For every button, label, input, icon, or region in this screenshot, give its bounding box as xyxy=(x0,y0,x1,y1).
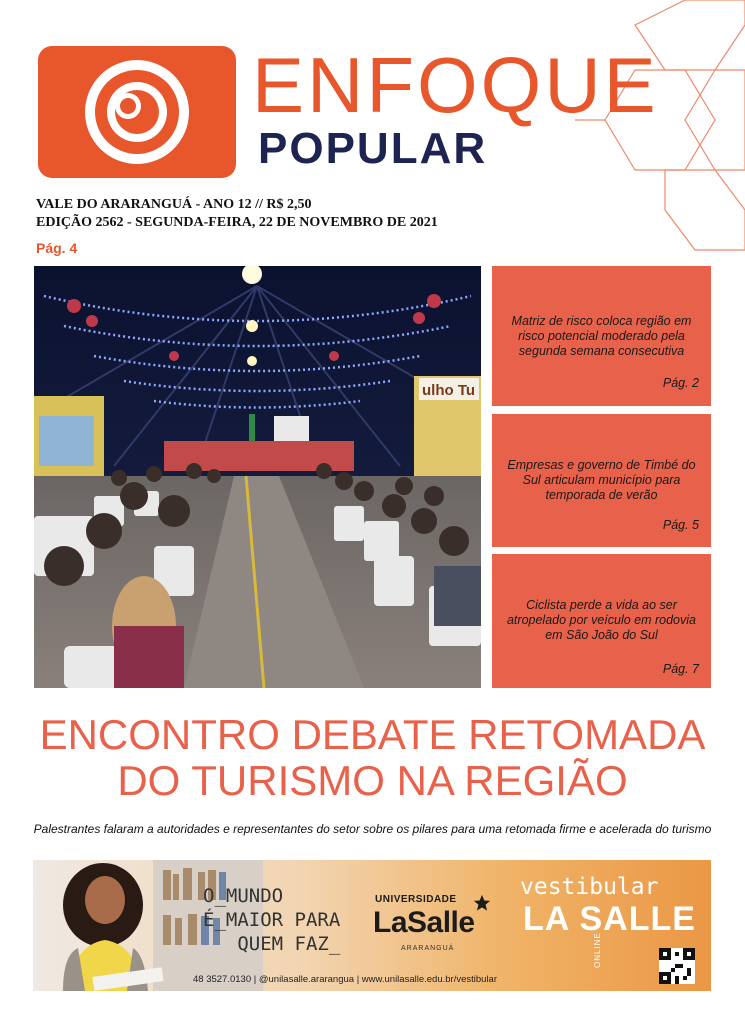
teaser-headline: Ciclista perde a vida ao ser atropelado por veículo em rodovia em São João do Sul xyxy=(506,598,696,642)
ad-slogan xyxy=(203,884,340,956)
headline-line-1[interactable]: ENCONTRO DEBATE RETOMADA xyxy=(39,711,706,758)
teaser-page-ref[interactable]: Pág. 7 xyxy=(662,662,699,676)
qr-code-icon[interactable] xyxy=(659,948,695,984)
brand-name: ENFOQUE xyxy=(252,41,659,129)
teaser-card[interactable] xyxy=(492,554,711,688)
ad-university-label: UNIVERSIDADE xyxy=(375,894,457,905)
brand-subname: POPULAR xyxy=(258,124,488,173)
teaser-card[interactable] xyxy=(492,414,711,547)
lasalle-ad-banner[interactable] xyxy=(33,860,711,991)
ad-university-name: LaSalle xyxy=(373,906,475,939)
teaser-card[interactable] xyxy=(492,266,711,406)
logo xyxy=(38,46,236,178)
ad-slogan-line: É_MAIOR PARA xyxy=(203,909,341,931)
storefront-sign: ulho Tu xyxy=(422,382,476,399)
masthead-edition-line: VALE DO ARARANGUÁ - ANO 12 // R$ 2,50 xyxy=(36,197,312,212)
teaser-headline: Matriz de risco coloca região em risco potencial moderado pela segunda semana consecutiva xyxy=(511,314,692,358)
ad-vestibular-label: vestibular xyxy=(520,874,659,900)
ad-online-label: ONLINE xyxy=(593,932,602,968)
teaser-headline: Empresas e governo de Timbé do Sul articulam município para temporada de verão xyxy=(507,458,696,502)
teaser-page-ref[interactable]: Pág. 2 xyxy=(662,376,699,390)
star-icon xyxy=(473,894,491,912)
masthead xyxy=(36,196,438,232)
ad-university-campus: ARARANGUÁ xyxy=(401,945,455,952)
cover-page-reference[interactable]: Pág. 4 xyxy=(36,240,78,256)
ad-slogan-line: O_MUNDO xyxy=(203,885,284,907)
headline-line-2[interactable]: DO TURISMO NA REGIÃO xyxy=(117,757,628,804)
ad-lasalle-label: LA SALLE xyxy=(523,900,696,938)
eye-logo-icon xyxy=(38,46,236,178)
masthead-date-line: EDIÇÃO 2562 - SEGUNDA-FEIRA, 22 DE NOVEMBRO DE 2021 xyxy=(36,215,438,230)
headline-subhead: Palestrantes falaram a autoridades e representantes do setor sobre os pilares para uma retomada firme e acelerada do turismo xyxy=(33,822,712,836)
event-photo[interactable] xyxy=(34,266,481,688)
teaser-page-ref[interactable]: Pág. 5 xyxy=(662,518,699,532)
ad-contact-footer[interactable]: 48 3527.0130 | @unilasalle.ararangua | www.unilasalle.edu.br/vestibular xyxy=(193,974,497,985)
ad-slogan-line: QUEM FAZ_ xyxy=(203,933,341,955)
hexagon-decoration xyxy=(575,0,745,260)
